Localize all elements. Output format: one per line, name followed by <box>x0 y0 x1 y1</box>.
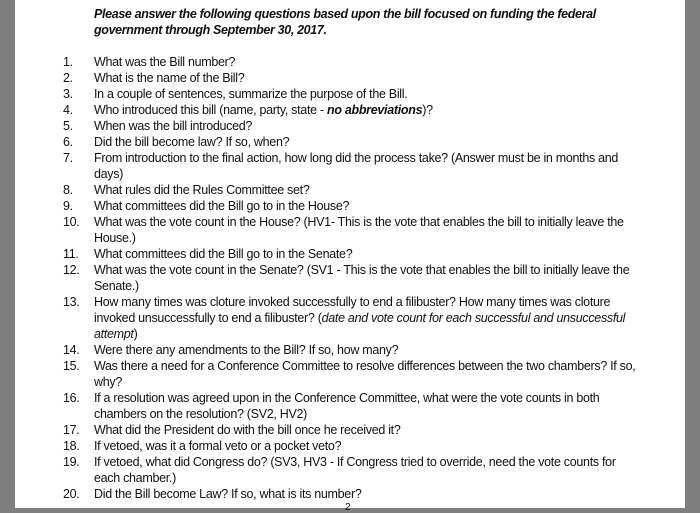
question-text: What was the vote count in the Senate? (SV1 - This is the vote that enables the bill to initially leave the Senate.) <box>94 263 630 293</box>
question-text: Did the bill become law? If so, when? <box>94 135 290 149</box>
question-text: Who introduced this bill (name, party, state - <box>94 103 327 117</box>
question-item <box>63 438 643 454</box>
question-item <box>63 118 643 134</box>
question-number: 18. <box>63 439 80 453</box>
question-item <box>63 70 643 86</box>
question-item <box>63 358 643 390</box>
question-list <box>63 54 643 502</box>
question-number: 11. <box>63 247 79 261</box>
question-text: What committees did the Bill go to in the Senate? <box>94 247 353 261</box>
question-item <box>63 54 643 70</box>
question-item <box>63 262 643 294</box>
question-number: 17. <box>63 423 80 437</box>
question-item <box>63 150 643 182</box>
question-number: 5. <box>63 119 73 133</box>
question-item <box>63 86 643 102</box>
question-number: 7. <box>63 151 73 165</box>
question-number: 20. <box>63 487 80 501</box>
emphasized-text: no abbreviations <box>327 103 423 117</box>
question-number: 6. <box>63 135 73 149</box>
question-text: What was the vote count in the House? (HV1- This is the vote that enables the bill to initially leave the House.) <box>94 215 624 245</box>
question-text: What rules did the Rules Committee set? <box>94 183 310 197</box>
document-page <box>15 0 685 513</box>
question-text: What was the Bill number? <box>94 55 236 69</box>
question-text: When was the bill introduced? <box>94 119 253 133</box>
question-item <box>63 454 643 486</box>
question-item <box>63 246 643 262</box>
question-text: )? <box>422 103 433 117</box>
question-number: 15. <box>63 359 80 373</box>
question-text: What is the name of the Bill? <box>94 71 245 85</box>
question-item <box>63 102 643 118</box>
question-text: In a couple of sentences, summarize the purpose of the Bill. <box>94 87 408 101</box>
question-text: Did the Bill become Law? If so, what is its number? <box>94 487 362 501</box>
question-item <box>63 214 643 246</box>
question-text: If vetoed, was it a formal veto or a pocket veto? <box>94 439 342 453</box>
question-item <box>63 390 643 422</box>
question-text: If vetoed, what did Congress do? (SV3, HV3 - If Congress tried to override, need the vote counts for each chamber.) <box>94 455 616 485</box>
question-number: 16. <box>63 391 80 405</box>
question-item <box>63 198 643 214</box>
question-item <box>63 294 643 342</box>
question-number: 14. <box>63 343 80 357</box>
question-text: How many times was cloture invoked successfully to end a filibuster? How many times was cloture invoked unsuccessfully to end a filibuster? ( <box>94 295 611 325</box>
question-item <box>63 422 643 438</box>
question-number: 1. <box>63 55 73 69</box>
question-number: 2. <box>63 71 73 85</box>
instructions-heading: Please answer the following questions based upon the bill focused on funding the federal government through September 30, 2017. <box>94 7 596 37</box>
question-text: Were there any amendments to the Bill? If so, how many? <box>94 343 399 357</box>
question-number: 13. <box>63 295 80 309</box>
question-number: 8. <box>63 183 73 197</box>
question-item <box>63 182 643 198</box>
question-text: Was there a need for a Conference Committee to resolve differences between the two chambers? If so, why? <box>94 359 636 389</box>
question-text: From introduction to the final action, how long did the process take? (Answer must be in months and days) <box>94 151 619 181</box>
question-text: What did the President do with the bill once he received it? <box>94 423 401 437</box>
question-item <box>63 486 643 502</box>
question-text: ) <box>133 327 138 341</box>
question-item <box>63 134 643 150</box>
question-number: 12. <box>63 263 80 277</box>
question-number: 10. <box>63 215 80 229</box>
question-number: 4. <box>63 103 73 117</box>
question-number: 19. <box>63 455 80 469</box>
question-item <box>63 342 643 358</box>
question-number: 9. <box>63 199 73 213</box>
emphasized-text: date and vote count for each successful and unsuccessful attempt <box>94 311 626 341</box>
question-number: 3. <box>63 87 73 101</box>
question-text: What committees did the Bill go to in the House? <box>94 199 350 213</box>
question-text: If a resolution was agreed upon in the Conference Committee, what were the vote counts in both chambers on the resolution? (SV2, HV2) <box>94 391 600 421</box>
page-number: 2 <box>345 502 351 513</box>
